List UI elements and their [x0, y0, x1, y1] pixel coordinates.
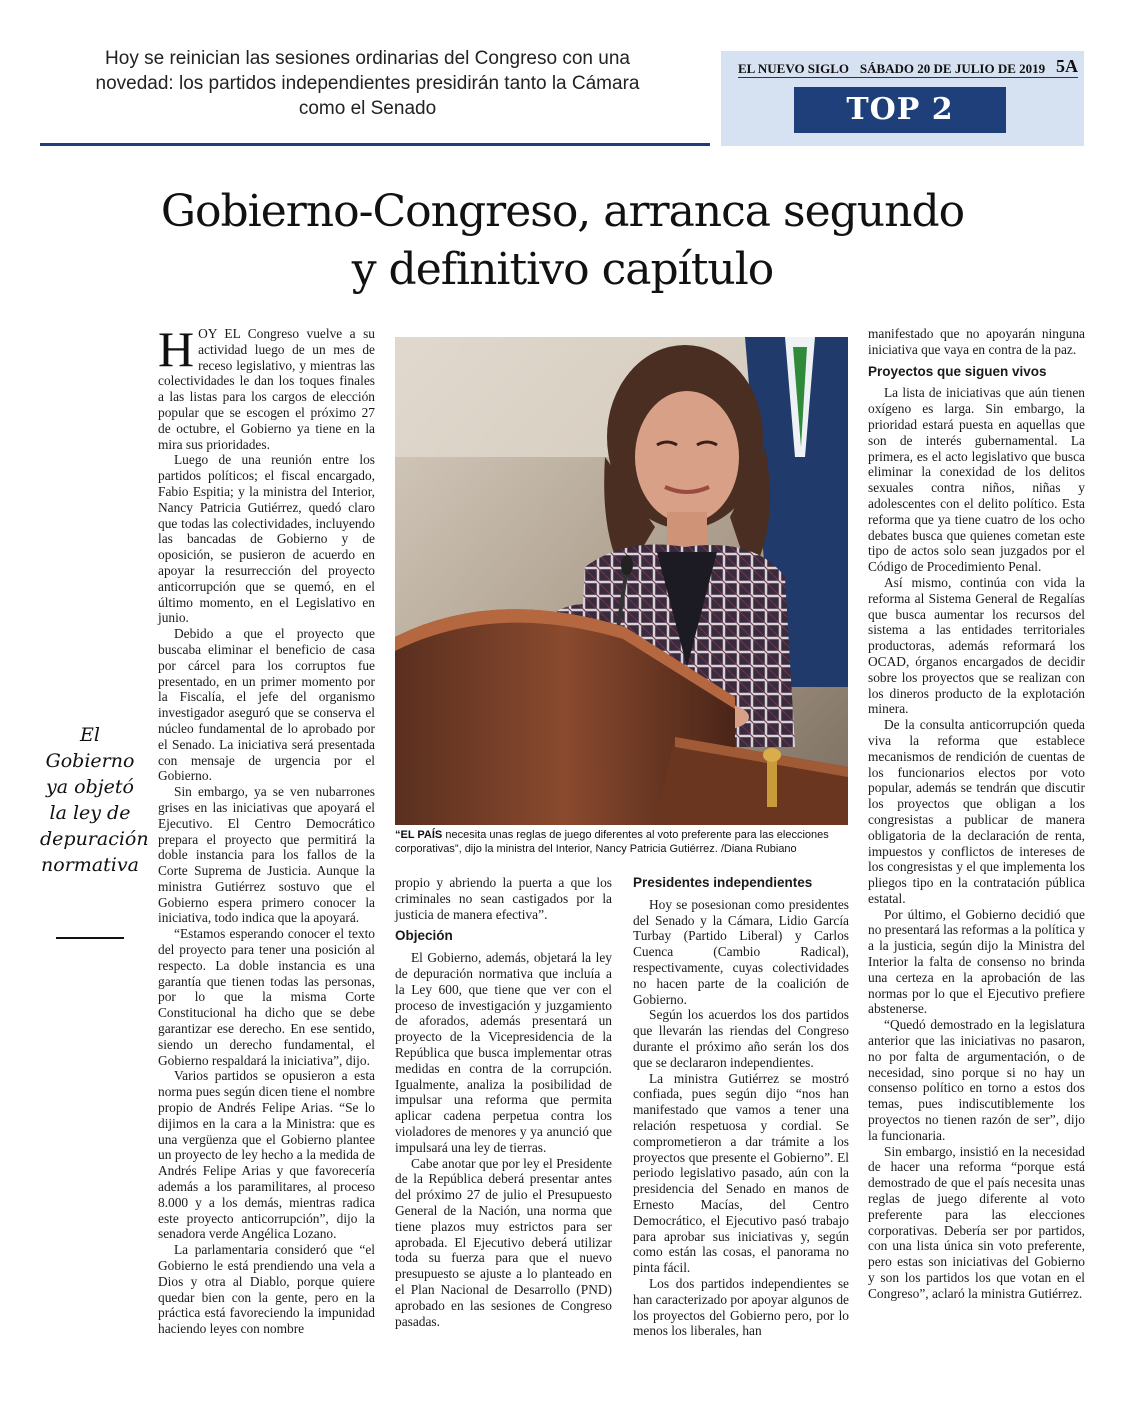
masthead-date: SÁBADO 20 DE JULIO DE 2019 [859, 61, 1046, 76]
article-photo [395, 337, 848, 825]
subheading-proyectos: Proyectos que siguen vivos [868, 363, 1047, 379]
subheading-objecion: Objeción [395, 928, 453, 944]
paragraph: “Estamos esperando conocer el texto del proyecto para tener una posición al respecto. La doble instancia es una garantía que tienen todas las personas, por lo que la misma Corte Constitucional ha dicho que se debe garantizar ese derecho. En ese sentido, siendo un derecho fundamental, el Gobierno respaldará la iniciativa”, dijo. [158, 926, 375, 1068]
paragraph: Hoy se posesionan como presidentes del Senado y la Cámara, Lidio García Turbay (Partido Liberal) y Carlos Cuenca (Cambio Radical), respectivamente, cuyas colectividades no hacen parte de la coalición de Gobierno. [633, 896, 849, 1007]
paragraph: Luego de una reunión entre los partidos políticos; el fiscal encargado, Fabio Espitia; y la ministra del Interior, Nancy Patricia Gutiérrez, quedó claro que todas las colectividades, incluyendo las bancadas de Gobierno y de oposición, se pusieron de acuerdo en apoyar la resurrección del proyecto anticorrupción que se quemó, en el último momento, en el Legislativo en junio. [158, 452, 375, 626]
paragraph: Así mismo, continúa con vida la reforma al Sistema General de Regalías que busca aumentar los recursos del sistema a las entidades territoriales productoras, además reformará los OCAD, órganos encargados de decidir sobre los proyectos que se realizan con los dineros producto de la explotación minera. [868, 574, 1085, 717]
paragraph: propio y abriendo la puerta a que los criminales no sean castigados por la justicia de manera efectiva”. [395, 875, 612, 922]
paragraph: manifestado que no apoyarán ninguna iniciativa que vaya en contra de la paz. [868, 326, 1085, 357]
drop-cap: H [158, 321, 195, 377]
article-column-1 [158, 321, 375, 1337]
subheading-presidentes: Presidentes independientes [633, 875, 813, 890]
paragraph: El Gobierno, además, objetará la ley de depuración normativa que incluía a la Ley 600, que tiene que ver con el proceso de investigación y juzgamiento de aforados, además presentará un proyecto de la Vicepresidencia de la República que busca implementar otras medidas en contra de la corrupción. Igualmente, analiza la posibilidad de impulsar una reforma que permita aplicar cadena perpetua contra los violadores de menores y ya anunció que impulsará una ley de tierras. [395, 950, 612, 1155]
paragraph: La lista de iniciativas que aún tienen oxígeno es larga. Sin embargo, la prioridad estará puesta en aquellas que son de interés gubernamental. La primera, es el acto legislativo que busca eliminar la conexidad de los delitos sexuales contra niños, niñas y adolescentes con el delito político. Esta reforma que ya tiene cuatro de los ocho debates busca que quienes cometan este tipo de actos solo sean juzgados por el Código de Procedimiento Penal. [868, 385, 1085, 575]
paragraph: Por último, el Gobierno decidió que no presentará las reformas a la política y a la justicia, según dijo la Ministra del Interior la falta de consenso no brinda una certeza en la aprobación de las normas por lo que el Ejecutivo prefiere abstenerse. [868, 906, 1085, 1017]
article-column-4 [868, 326, 1085, 1302]
caption-text: necesita unas reglas de juego diferentes al voto preferente para las elecciones corporativas”, dijo la ministra del Interior, Nancy Patricia Gutiérrez. /Diana Rubiano [395, 829, 829, 855]
photo-caption [395, 828, 848, 856]
headline-line-1: Gobierno-Congreso, arranca segundo [160, 186, 965, 237]
paragraph: De la consulta anticorrupción queda viva la reforma que establece mecanismos de rendición de cuentas de los funcionarios electos por voto popular, además se tendrán que discutir los proyectos que obligan a los congresistas a publicar de manera obligatoria de la declaración de renta, impuestos y conflictos de intereses de los congresistas y el que implementa los pliegos tipo en la contratación pública estatal. [868, 717, 1085, 906]
paragraph: Sin embargo, insistió en la necesidad de hacer una reforma “porque está demostrado de que el país necesita unas reglas de juego diferente al voto preferente para las elecciones corporativas. Debería ser por partidos, con una lista única sin voto preferente, pero estas son iniciativas del Gobierno y son los partidos los que votan en el Congreso”, aclaró la ministra Gutiérrez. [868, 1143, 1085, 1301]
paragraph: Sin embargo, ya se ven nubarrones grises en las iniciativas que apoyará el Ejecutivo. El Centro Democrático prepara el proyecto que permitirá la doble instancia para los fallos de la Corte Suprema de Justicia. Aunque la ministra Gutiérrez sostuvo que el Gobierno espera primero conocer la iniciativa, todo indica que la apoyará. [158, 784, 375, 926]
paragraph: Debido a que el proyecto que buscaba eliminar el beneficio de casa por cárcel para los corruptos fue presentado, en un primer momento por la Fiscalía, el jefe del organismo investigador aseguró que se conserva el núcleo fundamental de lo aprobado por el Senado. La iniciativa será presentada con mensaje de urgencia por el Gobierno. [158, 626, 375, 784]
paragraph: La ministra Gutiérrez se mostró confiada, pues según dijo “nos han manifestado que vamos a tener una relación respetuosa y cordial. Se comprometieron a dar trámite a los proyectos que presente el Gobierno”. El periodo legislativo pasado, aún con la presidencia del Senado en manos de Ernesto Macías, del Centro Democrático, el Ejecutivo pasó trabajo para aprobar sus iniciativas y, según como están las cosas, el panorama no pinta fácil. [633, 1070, 849, 1276]
section-tag: TOP 2 [794, 87, 1006, 133]
article-column-2 [395, 875, 612, 1329]
speaker-photo-illustration [395, 337, 848, 825]
headline-line-2: y definitivo capítulo [351, 244, 774, 295]
paragraph: Los dos partidos independientes se han caracterizado por apoyar algunos de los proyectos del Gobierno pero, por lo menos los liberales, han [633, 1275, 850, 1339]
paragraph: HOY EL Congreso vuelve a su actividad luego de un mes de receso legislativo, y mientras las colectividades le dan los toques finales a las listas para los cargos de elección popular que se escogen el próximo 27 de octubre, el Gobierno ya tiene en la mira sus prioridades. [158, 321, 375, 452]
masthead-divider [738, 77, 1078, 78]
pull-quote: El Gobierno ya objetó la ley de depuración normativa [40, 724, 149, 876]
masthead-line [738, 56, 1078, 77]
kicker-text: Hoy se reinician las sesiones ordinarias del Congreso con una novedad: los partidos independientes presidirán tanto la Cámara como el Senado [95, 48, 640, 119]
masthead-paper: EL NUEVO SIGLO [738, 61, 849, 76]
paragraph: Según los acuerdos los dos partidos que llevarán las riendas del Congreso durante el próximo año serán los dos que se declararon independientes. [633, 1007, 849, 1070]
caption-lead: “EL PAÍS [395, 829, 443, 841]
paragraph: “Quedó demostrado en la legislatura anterior que las iniciativas no pasaron, no por falta de argumentación, o de necesidad, sino porque si no hay un consenso político en torno a estos dos temas, pues indiscutiblemente los proyectos no tienen razón de ser”, dijo la funcionaria. [868, 1017, 1085, 1143]
paragraph: Cabe anotar que por ley el Presidente de la República deberá presentar antes del próximo 27 de julio el Presupuesto General de la Nación, una norma que tiene plazos muy estrictos para ser aprobada. El Ejecutivo deberá utilizar toda su fuerza para que el nuevo presupuesto se ajuste a lo planteado en el Plan Nacional de Desarrollo (PND) aprobado en las sesiones de Congreso pasadas. [395, 1155, 612, 1329]
kicker-divider [40, 143, 710, 146]
paragraph: La parlamentaria consideró que “el Gobierno le está prendiendo una vela a Dios y otra al Diablo, porque quiere quedar bien con la gente, pero en la práctica está favoreciendo la impunidad haciendo leyes con nombre [158, 1242, 375, 1337]
article-column-3 [633, 875, 849, 1339]
pull-quote-rule [56, 937, 124, 939]
paragraph: Varios partidos se opusieron a esta norma pues según dicen tiene el nombre propio de Andrés Felipe Arias. “Se lo dijimos en la cara a la Ministra: que es una vergüenza que el Gobierno plantee un proyecto de ley hecho a la medida de Andrés Felipe Arias y que favorecería además a los paramilitares, al proceso 8.000 y a los demás, mientras radica este proyecto anticorrupción”, dijo la senadora verde Angélica Lozano. [158, 1068, 375, 1242]
page-number: 5A [1056, 56, 1078, 76]
headline [40, 183, 1085, 299]
